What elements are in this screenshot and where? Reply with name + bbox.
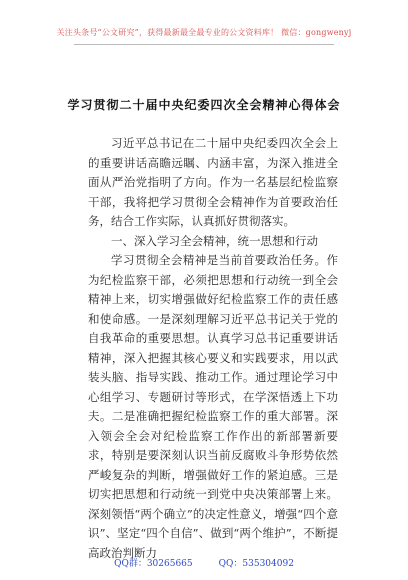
document-title: 学习贯彻二十届中央纪委四次全会精神心得体会 — [67, 98, 341, 112]
top-banner: 关注头条号“公文研究”，获得最新最全最专业的公文资料库！ 微信：gongwenyj — [56, 28, 352, 37]
qq-group-text: QQ群：30265665 — [114, 559, 193, 569]
body-paragraph: 学习贯彻全会精神是当前首要政治任务。作为纪检监察干部，必须把思想和行动统一到全会精神上来，切实增强做好纪检监察工作的责任感和使命感。一是深刻理解习近平总书记关于党的自我革命的重要思想。认真学习总书记重要讲话精神，深入把握其核心要义和实践要求，用以武装头脑、指导实践、推动工作。通过理论学习中心组学习、专题研讨等形式，在学深悟透上下功夫。二是准确把握纪检监察工作的重大部署。深入领会全会对纪检监察工作作出的新部署新要求，特别是要深刻认识当前反腐败斗争形势依然严峻复杂的判断，增强做好工作的紧迫感。三是切实把思想和行动统一到党中央决策部署上来。深刻领悟“两个确立”的决定性意义，增强“四个意识”、坚定“四个自信”、做到“两个维护”，不断提高政治判断力 — [88, 253, 338, 560]
document-body — [88, 134, 338, 563]
footer-contact — [0, 556, 408, 569]
qq-number-text: QQ：535304092 — [218, 559, 294, 569]
intro-paragraph: 习近平总书记在二十届中央纪委四次全会上的重要讲话高瞻远瞩、内涵丰富，为深入推进全面从严治党指明了方向。作为一名基层纪检监察干部，我将把学习贯彻全会精神作为首要政治任务，结合工作实际，认真抓好贯彻落实。 — [88, 136, 338, 228]
top-divider — [74, 44, 334, 45]
section-heading: 一、深入学习全会精神，统一思想和行动 — [111, 233, 318, 248]
